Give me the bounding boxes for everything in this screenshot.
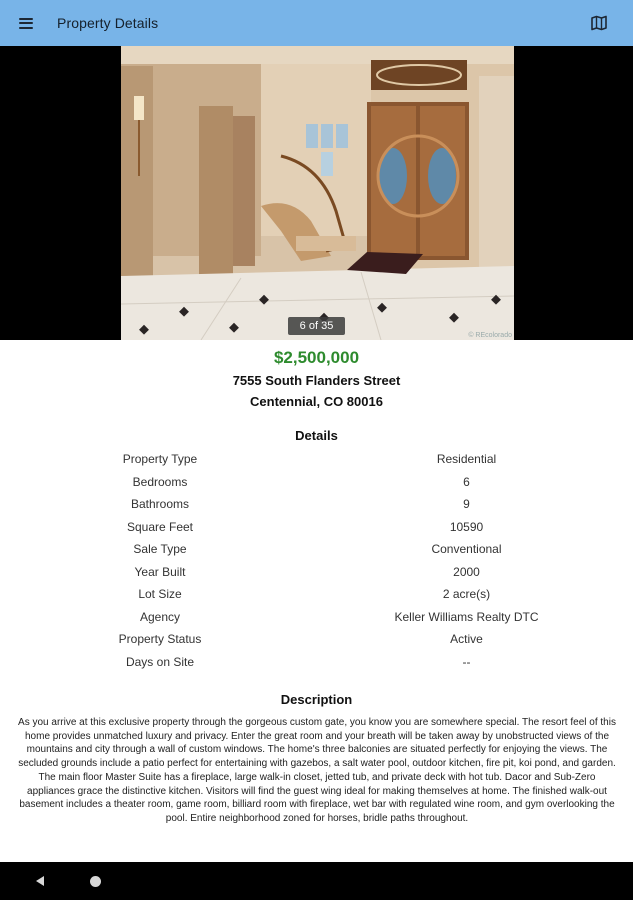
photo-carousel[interactable]: [0, 46, 633, 340]
detail-label: Bedrooms: [132, 474, 188, 489]
home-icon[interactable]: [90, 876, 101, 887]
description-text: As you arrive at this exclusive property through the gorgeous custom gate, you know you are somewhere special. The resort feel of this home provides unmatched luxury and privacy. Enter the great room and your breath will be taken away by unobstructed views of the mountains and city through a wall of custom windows. The home's three balconies are situated perfectly for enjoying the views. The secluded grounds include a patio perfect for entertaining with gazebos, a salt water pool, outdoor kitchen, fire pit, koi pond, and garden. The main floor Master Suite has a fireplace, large walk-in closet, jetted tub, and private deck with hot tub. Dacor and Sub-Zero appliances grace the distinctive kitchen. Visitors will find the guest wing ideal for making themselves at home. The finished walk-out basement includes a theater room, game room, billiard room with fireplace, wet bar with regulated wine room, and gym overlooking the pool. Entire neighborhood zoned for horses, bridle paths throughout.: [18, 717, 616, 824]
system-nav-bar: [0, 862, 633, 900]
detail-row: [0, 449, 633, 472]
detail-row: [0, 607, 633, 630]
detail-value: Keller Williams Realty DTC: [394, 609, 539, 624]
detail-row: [0, 584, 633, 607]
detail-value: 10590: [449, 519, 484, 534]
details-heading: Details: [295, 428, 338, 443]
back-icon[interactable]: [34, 875, 46, 887]
detail-row: [0, 494, 633, 517]
description-heading: Description: [280, 692, 353, 707]
detail-row: [0, 517, 633, 540]
detail-value: 2 acre(s): [442, 587, 491, 601]
detail-value: 6: [463, 474, 470, 489]
detail-label: Agency: [139, 609, 181, 624]
menu-button[interactable]: [0, 0, 52, 46]
app-bar: [0, 0, 633, 46]
address-line2: Centennial, CO 80016: [250, 394, 383, 409]
detail-label: Days on Site: [125, 654, 195, 669]
detail-row: [0, 472, 633, 495]
menu-icon: [19, 18, 33, 29]
detail-label: Property Type: [122, 452, 198, 466]
listing-price: $2,500,000: [273, 348, 360, 367]
detail-row: [0, 539, 633, 562]
detail-label: Square Feet: [126, 519, 194, 534]
detail-value: 2000: [453, 564, 480, 579]
detail-label: Lot Size: [138, 587, 182, 601]
photo-copyright: © REcolorado: [468, 332, 512, 339]
address-line1: 7555 South Flanders Street: [232, 373, 401, 388]
detail-row: [0, 562, 633, 585]
detail-label: Bathrooms: [130, 497, 190, 511]
map-icon: [591, 15, 607, 31]
detail-value: --: [462, 654, 471, 669]
detail-value: Active: [450, 632, 483, 646]
detail-value: Residential: [436, 452, 497, 466]
detail-value: 9: [463, 497, 470, 511]
detail-value: Conventional: [431, 542, 502, 556]
detail-label: Property Status: [118, 632, 202, 646]
map-button[interactable]: [591, 15, 607, 31]
detail-row: [0, 652, 633, 675]
detail-label: Sale Type: [133, 542, 187, 556]
photo-page-indicator: 6 of 35: [288, 317, 345, 335]
details-table: [0, 449, 633, 674]
detail-label: Year Built: [134, 564, 186, 579]
property-photo[interactable]: [121, 46, 514, 340]
page-title: Property Details: [57, 15, 159, 31]
detail-row: [0, 629, 633, 652]
